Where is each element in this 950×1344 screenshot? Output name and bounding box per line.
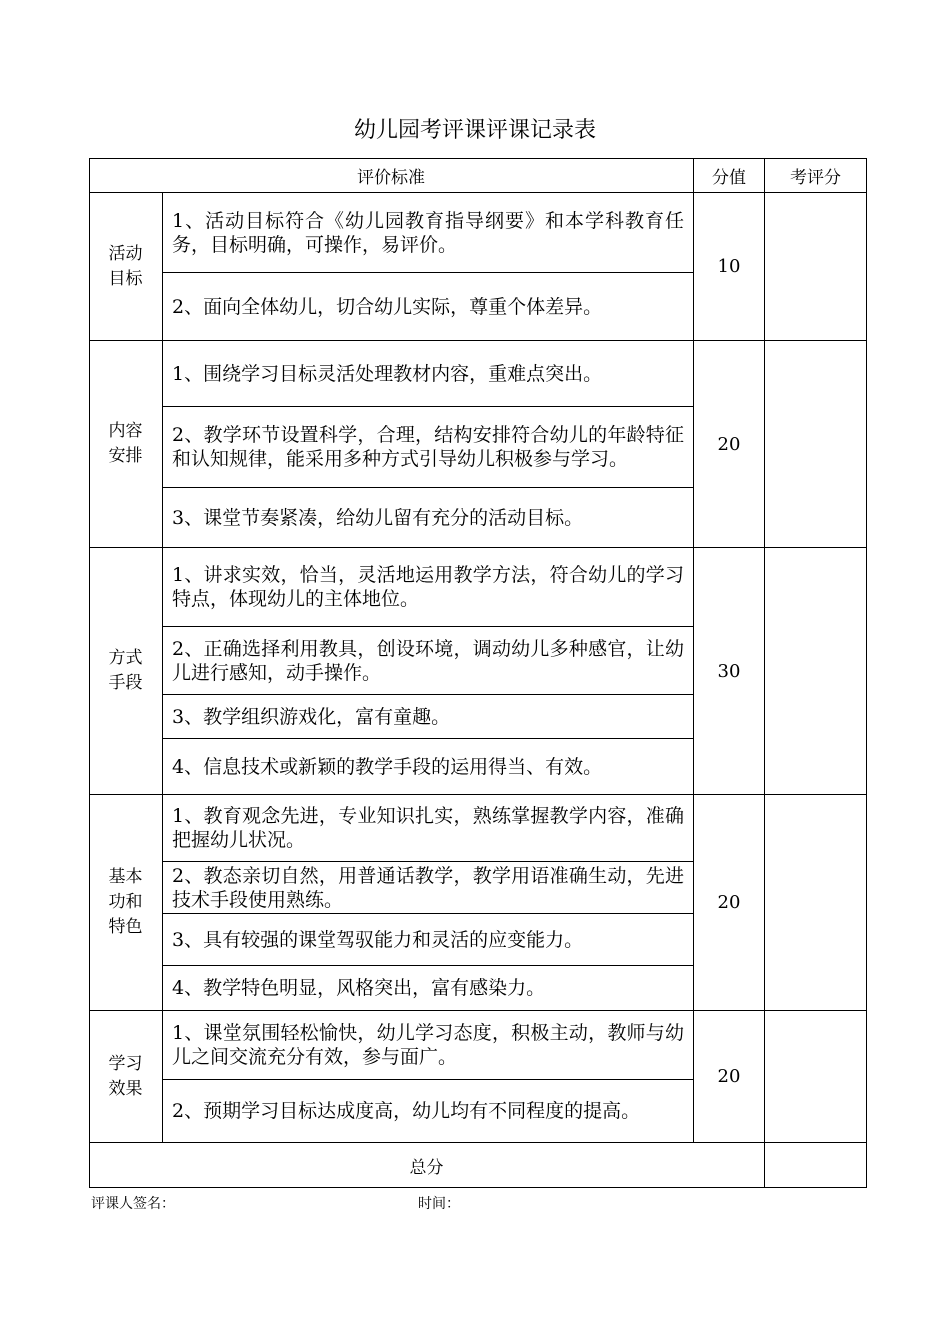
criteria-item: 2、正确选择利用教具，创设环境，调动幼儿多种感官，让幼儿进行感知，动手操作。	[172, 637, 684, 684]
points-value: 20	[717, 1066, 741, 1087]
score-input-cell[interactable]	[765, 341, 866, 547]
criteria-item: 1、围绕学习目标灵活处理教材内容，重难点突出。	[172, 362, 603, 385]
category-content-arrangement: 内容安排	[108, 421, 143, 466]
criteria-item: 1、活动目标符合《幼儿园教育指导纲要》和本学科教育任务，目标明确，可操作，易评价。	[172, 209, 684, 256]
criteria-item: 3、具有较强的课堂驾驭能力和灵活的应变能力。	[172, 928, 584, 951]
header-points: 分值	[712, 167, 746, 188]
score-input-cell[interactable]	[765, 193, 866, 340]
points-value: 20	[717, 892, 741, 913]
criteria-item: 2、教态亲切自然，用普通话教学，教学用语准确生动，先进技术手段使用熟练。	[172, 864, 684, 911]
time-label: 时间：	[418, 1196, 460, 1212]
criteria-item: 1、讲求实效，恰当，灵活地运用教学方法，符合幼儿的学习特点，体现幼儿的主体地位。	[172, 564, 684, 610]
criteria-item: 1、教育观念先进，专业知识扎实，熟练掌握教学内容，准确把握幼儿状况。	[172, 805, 684, 851]
score-input-cell[interactable]	[765, 548, 866, 794]
criteria-item: 1、课堂氛围轻松愉快，幼儿学习态度，积极主动，教师与幼儿之间交流充分有效，参与面广。	[172, 1022, 684, 1068]
points-value: 20	[717, 433, 741, 455]
criteria-item: 4、信息技术或新颖的教学手段的运用得当、有效。	[172, 755, 603, 778]
total-score-cell[interactable]	[765, 1143, 866, 1187]
criteria-item: 3、教学组织游戏化，富有童趣。	[172, 705, 451, 728]
score-input-cell[interactable]	[765, 1011, 866, 1142]
points-value: 30	[717, 660, 741, 682]
criteria-item: 3、课堂节奏紧凑，给幼儿留有充分的活动目标。	[172, 506, 584, 529]
criteria-item: 2、面向全体幼儿，切合幼儿实际，尊重个体差异。	[172, 295, 603, 318]
score-input-cell[interactable]	[765, 795, 866, 1010]
criteria-item: 2、预期学习目标达成度高，幼儿均有不同程度的提高。	[172, 1100, 641, 1122]
category-methods: 方式手段	[108, 648, 143, 693]
category-activity-goals: 活动目标	[108, 243, 143, 289]
category-learning-outcomes: 学习效果	[108, 1053, 143, 1099]
header-criteria: 评价标准	[357, 167, 425, 188]
header-score: 考评分	[790, 167, 841, 188]
criteria-item: 4、教学特色明显，风格突出，富有感染力。	[172, 977, 546, 999]
page-title: 幼儿园考评课评课记录表	[353, 118, 596, 143]
points-value: 10	[717, 256, 741, 277]
total-label: 总分	[409, 1157, 444, 1178]
evaluation-table	[89, 158, 867, 1188]
category-basic-skills: 基本功和特色	[108, 867, 143, 937]
criteria-item: 2、教学环节设置科学，合理，结构安排符合幼儿的年龄特征和认知规律，能采用多种方式引导幼儿积极参与学习。	[172, 424, 684, 470]
reviewer-signature-label: 评课人签名：	[91, 1196, 175, 1212]
